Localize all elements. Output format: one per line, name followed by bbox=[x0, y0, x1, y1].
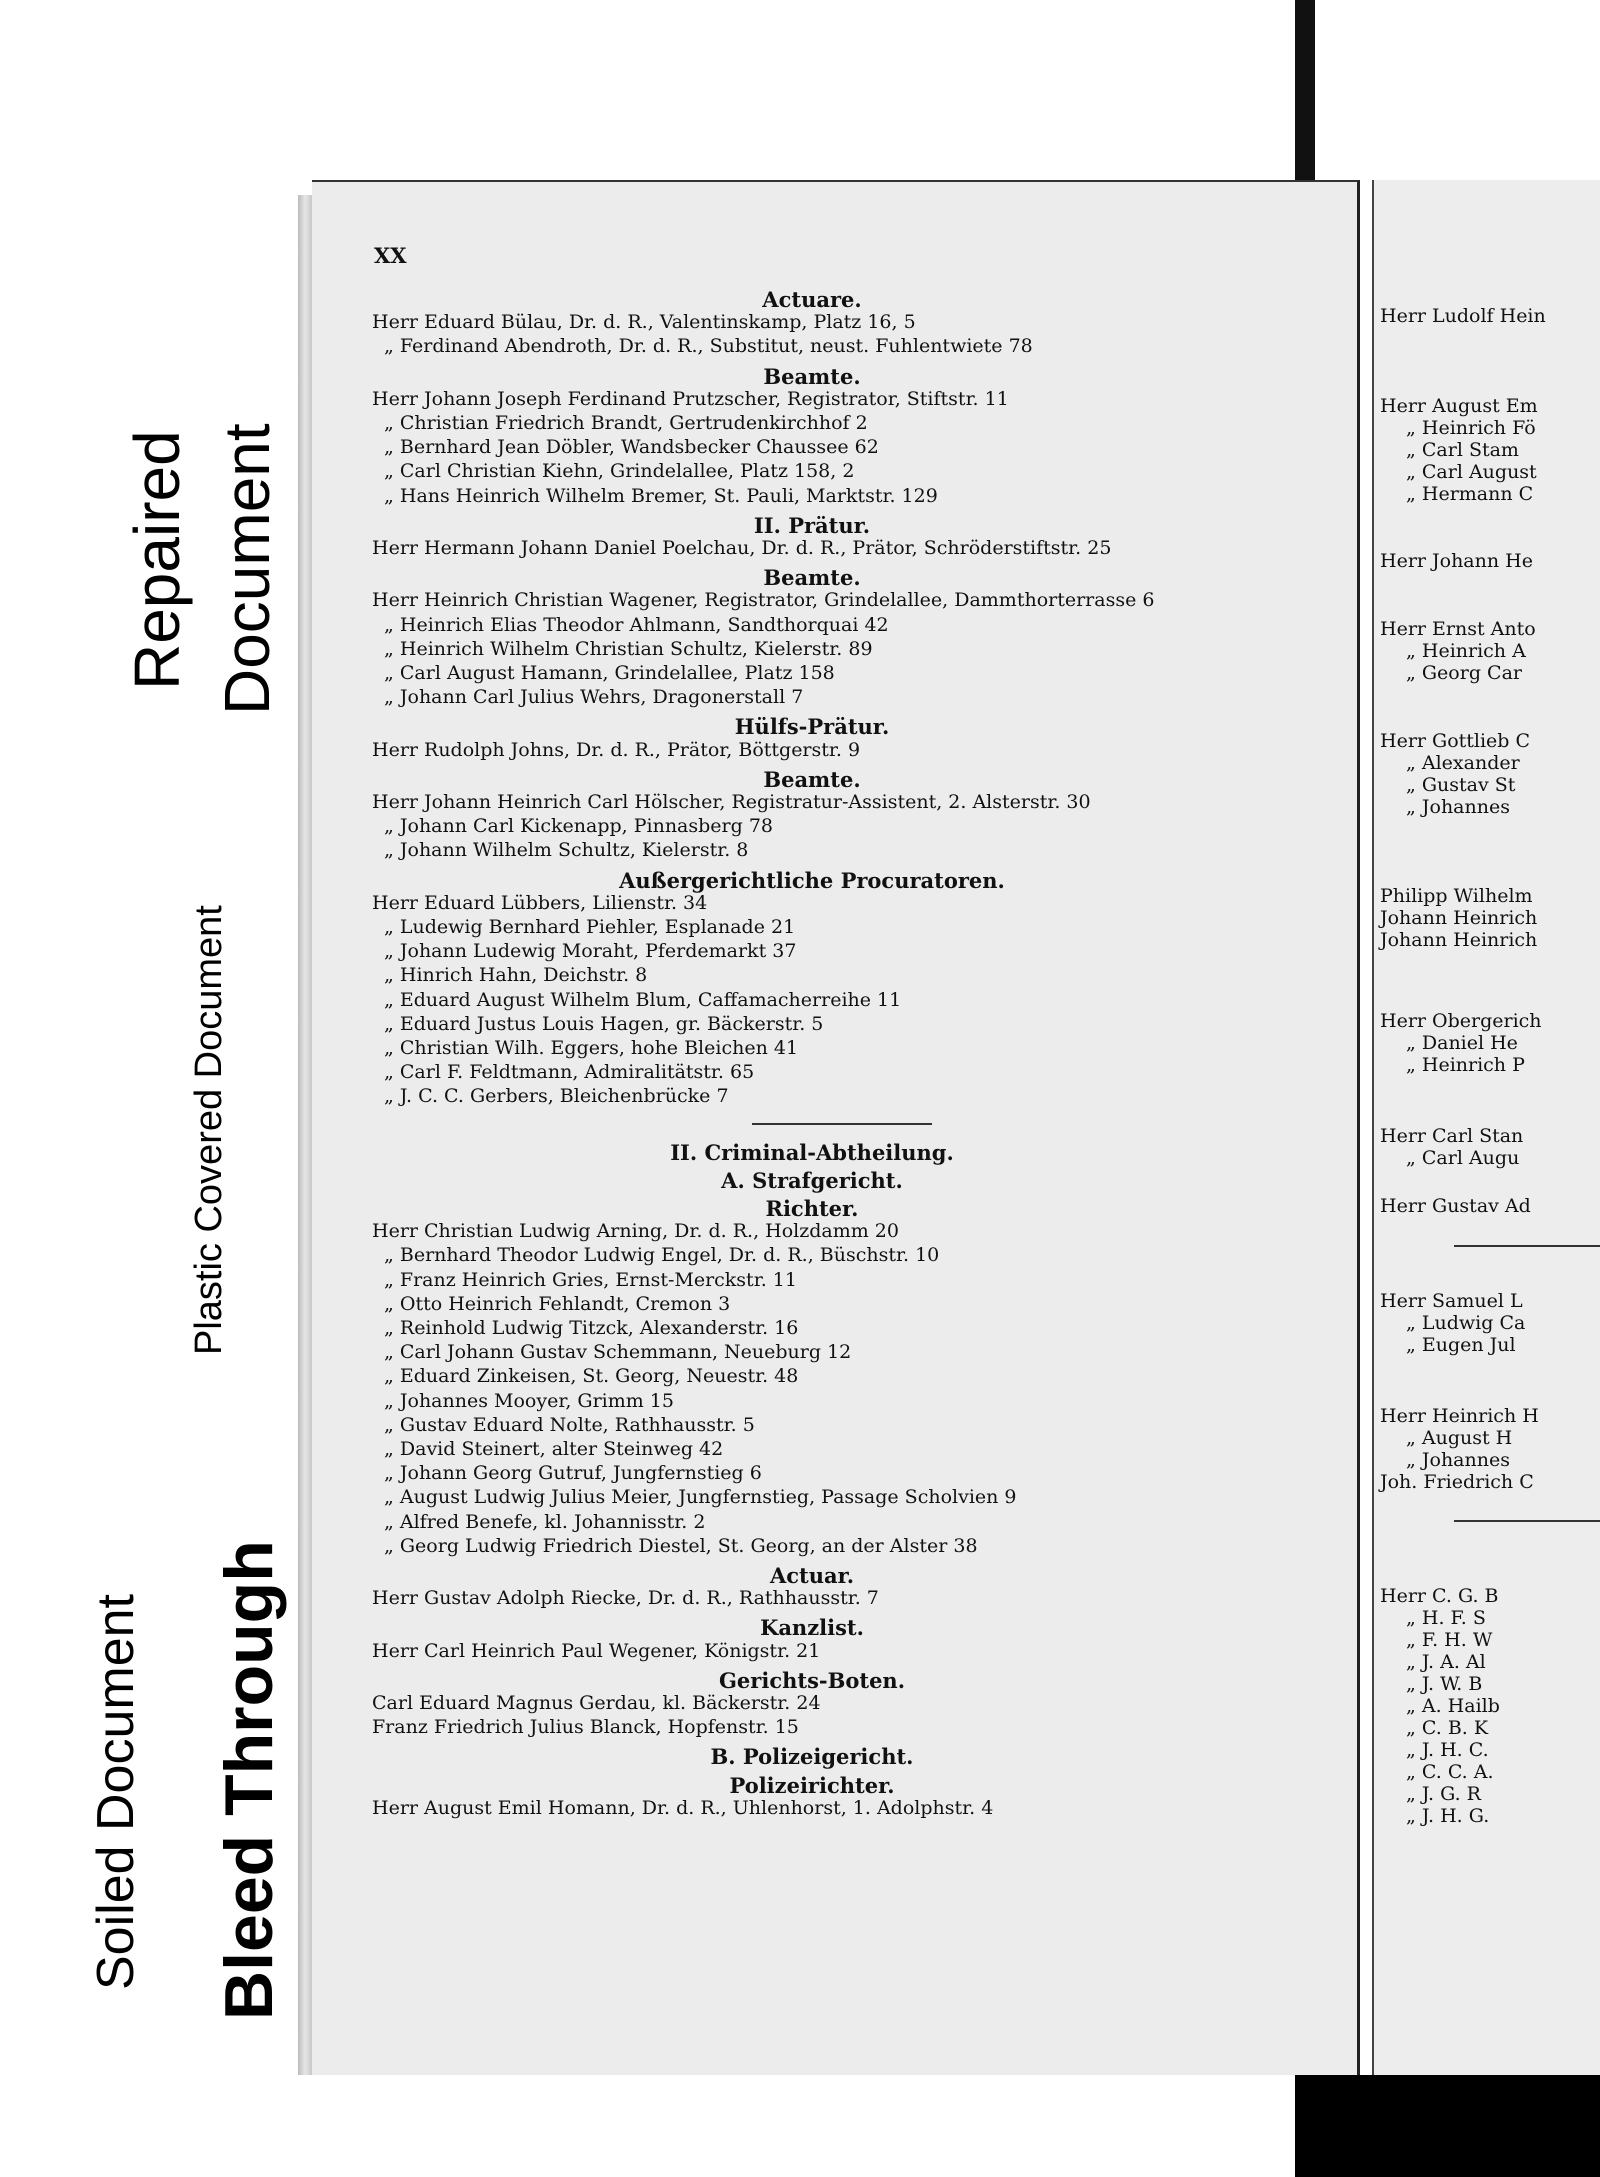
section-heading: A. Strafgericht. bbox=[721, 1167, 903, 1193]
entry-line: Franz Friedrich Julius Blanck, Hopfenstr. 15 bbox=[372, 1716, 799, 1739]
entry-line: „ Gustav Eduard Nolte, Rathhausstr. 5 bbox=[384, 1413, 755, 1436]
section-heading: B. Polizeigericht. bbox=[710, 1744, 914, 1770]
section-heading: Actuar. bbox=[769, 1563, 855, 1588]
document-page bbox=[312, 180, 1360, 2075]
adjacent-entry-line: Herr Gottlieb C bbox=[1380, 730, 1531, 752]
adjacent-entry-line: „ Carl August bbox=[1406, 461, 1537, 483]
entry-line: „ Otto Heinrich Fehlandt, Cremon 3 bbox=[384, 1292, 731, 1315]
adjacent-page bbox=[1372, 180, 1600, 2075]
entry-line: „ Johann Ludewig Moraht, Pferdemarkt 37 bbox=[384, 940, 797, 963]
adjacent-rule bbox=[1454, 1520, 1600, 1522]
plastic-covered-label: Plastic Covered Document bbox=[188, 905, 230, 1355]
section-heading: II. Criminal-Abtheilung. bbox=[670, 1139, 954, 1165]
adjacent-entry-line: „ Heinrich P bbox=[1406, 1054, 1525, 1076]
entry-line: „ Bernhard Jean Döbler, Wandsbecker Chaussee 62 bbox=[384, 436, 879, 459]
section-heading: II. Prätur. bbox=[753, 512, 871, 538]
adjacent-entry-line: „ Heinrich Fö bbox=[1406, 417, 1536, 439]
entry-line: „ Eduard August Wilhelm Blum, Caffamacherreihe 11 bbox=[384, 988, 902, 1011]
entry-line: „ Hans Heinrich Wilhelm Bremer, St. Pauli, Marktstr. 129 bbox=[384, 484, 938, 507]
entry-line: Herr Christian Ludwig Arning, Dr. d. R., Holzdamm 20 bbox=[372, 1220, 899, 1243]
entry-line: „ Ludewig Bernhard Piehler, Esplanade 21 bbox=[384, 916, 796, 938]
adjacent-entry-line: „ Johannes bbox=[1406, 1449, 1510, 1471]
entry-line: „ Heinrich Wilhelm Christian Schultz, Kielerstr. 89 bbox=[384, 637, 873, 660]
entry-line: „ Reinhold Ludwig Titzck, Alexanderstr. 16 bbox=[384, 1317, 799, 1339]
section-heading: Beamte. bbox=[763, 363, 861, 389]
entry-line: „ J. C. C. Gerbers, Bleichenbrücke 7 bbox=[384, 1085, 729, 1108]
adjacent-entry-line: „ Carl Augu bbox=[1406, 1147, 1520, 1169]
adjacent-entry-line: „ Georg Car bbox=[1406, 662, 1522, 684]
page-edge bbox=[298, 195, 312, 2075]
entry-line: „ Johann Carl Kickenapp, Pinnasberg 78 bbox=[384, 815, 773, 838]
soiled-document-label: Soiled Document bbox=[87, 1594, 145, 1990]
entry-line: „ Hinrich Hahn, Deichstr. 8 bbox=[384, 964, 648, 987]
entry-line: Herr Eduard Bülau, Dr. d. R., Valentinskamp, Platz 16, 5 bbox=[372, 311, 916, 334]
adjacent-entry-line: „ Eugen Jul bbox=[1406, 1334, 1516, 1356]
adjacent-entry-line: „ Daniel He bbox=[1406, 1032, 1518, 1054]
adjacent-entry-line: Johann Heinrich bbox=[1380, 929, 1538, 951]
entry-line: „ Heinrich Elias Theodor Ahlmann, Sandthorquai 42 bbox=[384, 613, 889, 636]
section-heading: Kanzlist. bbox=[760, 1615, 864, 1641]
entry-line: „ Johann Carl Julius Wehrs, Dragonerstall 7 bbox=[384, 686, 804, 709]
adjacent-entry-line: „ J. H. C. bbox=[1406, 1739, 1489, 1761]
entry-line: „ Christian Wilh. Eggers, hohe Bleichen 41 bbox=[384, 1037, 799, 1059]
entry-line: Herr Johann Heinrich Carl Hölscher, Registratur-Assistent, 2. Alsterstr. 30 bbox=[372, 791, 1091, 813]
adjacent-entry-line: „ Gustav St bbox=[1406, 774, 1516, 796]
adjacent-entry-line: „ Carl Stam bbox=[1406, 439, 1519, 461]
entry-line: „ Christian Friedrich Brandt, Gertrudenkirchhof 2 bbox=[384, 412, 868, 434]
adjacent-entry-line: „ Alexander bbox=[1406, 752, 1520, 774]
section-heading: Außergerichtliche Procuratoren. bbox=[619, 867, 1005, 893]
entry-line: Herr Johann Joseph Ferdinand Prutzscher, Registrator, Stiftstr. 11 bbox=[372, 387, 1009, 410]
entry-line: Herr Hermann Johann Daniel Poelchau, Dr. d. R., Prätor, Schröderstiftstr. 25 bbox=[372, 537, 1112, 559]
adjacent-entry-line: Herr August Em bbox=[1380, 395, 1538, 417]
adjacent-entry-line: „ J. H. G. bbox=[1406, 1805, 1490, 1827]
adjacent-entry-line: Herr Gustav Ad bbox=[1380, 1195, 1531, 1217]
page-number: XX bbox=[374, 243, 407, 268]
section-heading: Beamte. bbox=[763, 565, 861, 591]
entry-line: „ Georg Ludwig Friedrich Diestel, St. Georg, an der Alster 38 bbox=[384, 1534, 978, 1557]
adjacent-entry-line: Joh. Friedrich C bbox=[1380, 1471, 1534, 1493]
entry-line: „ Carl F. Feldtmann, Admiralitätstr. 65 bbox=[384, 1061, 755, 1084]
entry-line: „ Bernhard Theodor Ludwig Engel, Dr. d. R., Büschstr. 10 bbox=[384, 1244, 940, 1267]
entry-line: „ Carl Christian Kiehn, Grindelallee, Platz 158, 2 bbox=[384, 460, 855, 483]
adjacent-entry-line: „ Heinrich A bbox=[1406, 640, 1526, 662]
entry-line: „ Ferdinand Abendroth, Dr. d. R., Substitut, neust. Fuhlentwiete 78 bbox=[384, 335, 1033, 358]
entry-line: Herr Rudolph Johns, Dr. d. R., Prätor, Böttgerstr. 9 bbox=[372, 738, 861, 761]
adjacent-entry-line: Herr Ludolf Hein bbox=[1380, 305, 1546, 327]
entry-line: Carl Eduard Magnus Gerdau, kl. Bäckerstr. 24 bbox=[372, 1692, 821, 1714]
adjacent-entry-line: Johann Heinrich bbox=[1380, 907, 1538, 929]
adjacent-entry-line: „ F. H. W bbox=[1406, 1629, 1493, 1651]
adjacent-entry-line: „ C. B. K bbox=[1406, 1717, 1489, 1739]
document-label: Document bbox=[211, 423, 283, 715]
section-heading: Actuare. bbox=[762, 287, 862, 312]
entry-line: „ Carl Johann Gustav Schemmann, Neueburg 12 bbox=[384, 1341, 852, 1364]
adjacent-entry-line: „ C. C. A. bbox=[1406, 1761, 1494, 1783]
bleed-through-label: Bleed Through bbox=[211, 1540, 287, 2020]
scan-bottom-band bbox=[1295, 2075, 1600, 2177]
adjacent-entry-line: Philipp Wilhelm bbox=[1380, 885, 1533, 907]
section-heading: Polizeirichter. bbox=[729, 1772, 895, 1798]
adjacent-entry-line: „ J. W. B bbox=[1406, 1673, 1483, 1695]
adjacent-entry-line: „ Hermann C bbox=[1406, 483, 1534, 505]
adjacent-entry-line: „ H. F. S bbox=[1406, 1607, 1486, 1629]
section-heading: Beamte. bbox=[763, 766, 861, 792]
adjacent-entry-line: „ J. A. Al bbox=[1406, 1651, 1486, 1673]
repaired-label: Repaired bbox=[121, 430, 193, 690]
entry-line: Herr Eduard Lübbers, Lilienstr. 34 bbox=[372, 891, 708, 914]
adjacent-entry-line: Herr Ernst Anto bbox=[1380, 618, 1536, 640]
section-heading: Richter. bbox=[765, 1196, 859, 1221]
entry-line: „ Eduard Justus Louis Hagen, gr. Bäckerstr. 5 bbox=[384, 1012, 824, 1035]
entry-line: „ Alfred Benefe, kl. Johannisstr. 2 bbox=[384, 1510, 706, 1533]
section-heading: Gerichts-Boten. bbox=[718, 1667, 906, 1693]
adjacent-entry-line: Herr Johann He bbox=[1380, 550, 1533, 572]
adjacent-entry-line: „ August H bbox=[1406, 1427, 1513, 1449]
section-heading: Hülfs-Prätur. bbox=[734, 714, 890, 740]
entry-line: „ Johannes Mooyer, Grimm 15 bbox=[384, 1389, 674, 1412]
adjacent-entry-line: „ A. Hailb bbox=[1406, 1695, 1500, 1717]
adjacent-entry-line: „ Ludwig Ca bbox=[1406, 1312, 1526, 1334]
entry-line: Herr August Emil Homann, Dr. d. R., Uhlenhorst, 1. Adolphstr. 4 bbox=[372, 1796, 994, 1819]
entry-line: Herr Carl Heinrich Paul Wegener, Königstr. 21 bbox=[372, 1639, 821, 1662]
entry-line: „ Carl August Hamann, Grindelallee, Platz 158 bbox=[384, 662, 835, 684]
adjacent-entry-line: Herr Samuel L bbox=[1380, 1290, 1523, 1312]
entry-line: „ August Ludwig Julius Meier, Jungfernstieg, Passage Scholvien 9 bbox=[384, 1486, 1017, 1509]
adjacent-entry-line: Herr Carl Stan bbox=[1380, 1125, 1524, 1147]
adjacent-entry-line: Herr C. G. B bbox=[1380, 1585, 1499, 1607]
adjacent-entry-line: „ Johannes bbox=[1406, 796, 1510, 818]
adjacent-entry-line: „ J. G. R bbox=[1406, 1783, 1481, 1805]
adjacent-entry-line: Herr Obergerich bbox=[1380, 1010, 1542, 1032]
adjacent-entry-line: Herr Heinrich H bbox=[1380, 1405, 1539, 1427]
entry-line: „ Johann Wilhelm Schultz, Kielerstr. 8 bbox=[384, 839, 749, 862]
adjacent-rule bbox=[1454, 1245, 1600, 1247]
entry-line: „ Franz Heinrich Gries, Ernst-Merckstr. 11 bbox=[384, 1268, 797, 1291]
entry-line: „ David Steinert, alter Steinweg 42 bbox=[384, 1438, 724, 1460]
entry-line: „ Eduard Zinkeisen, St. Georg, Neuestr. 48 bbox=[384, 1365, 799, 1388]
section-rule bbox=[752, 1123, 932, 1125]
entry-line: „ Johann Georg Gutruf, Jungfernstieg 6 bbox=[384, 1462, 762, 1485]
entry-line: Herr Heinrich Christian Wagener, Registrator, Grindelallee, Dammthorterrasse 6 bbox=[372, 589, 1155, 612]
entry-line: Herr Gustav Adolph Riecke, Dr. d. R., Rathhausstr. 7 bbox=[372, 1587, 879, 1610]
